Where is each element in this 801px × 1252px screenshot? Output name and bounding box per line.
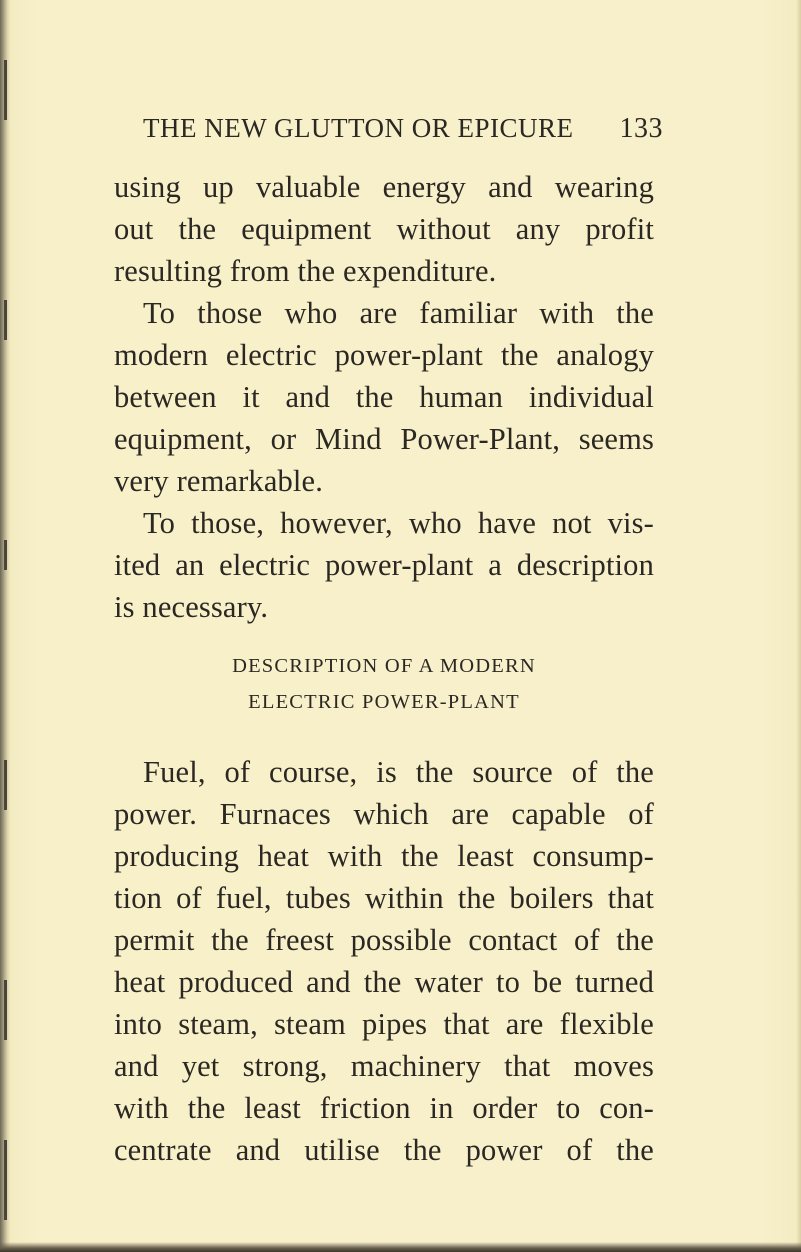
gutter-mark xyxy=(4,60,7,120)
text-line: is necessary. xyxy=(114,590,269,624)
page-number: 133 xyxy=(619,113,663,144)
page-bottom-edge xyxy=(0,1242,801,1252)
text-line: with the least friction in order to con- xyxy=(114,1091,654,1125)
text-line: To those, however, who have not vis- xyxy=(143,506,654,540)
text-line: power. Furnaces which are capable of xyxy=(114,797,654,831)
text-line: permit the freest possible contact of the xyxy=(114,923,654,957)
text-line: using up valuable energy and wearing xyxy=(114,170,654,204)
text-line: out the equipment without any profit xyxy=(114,212,654,246)
section-heading-line-1: DESCRIPTION OF A MODERN xyxy=(232,655,536,677)
text-line: equipment, or Mind Power-Plant, seems xyxy=(114,422,654,456)
text-line: producing heat with the least consump- xyxy=(114,839,654,873)
gutter-mark xyxy=(4,1140,7,1220)
gutter-mark xyxy=(4,540,7,570)
text-line: To those who are familiar with the xyxy=(143,296,654,330)
text-line: resulting from the expenditure. xyxy=(114,254,497,288)
text-line: very remarkable. xyxy=(114,464,324,498)
text-line: and yet strong, machinery that moves xyxy=(114,1049,654,1083)
text-line: into steam, steam pipes that are flexible xyxy=(114,1007,654,1041)
gutter-mark xyxy=(4,980,7,1040)
page-right-edge xyxy=(796,0,801,1252)
text-line: centrate and utilise the power of the xyxy=(114,1133,654,1167)
text-line: modern electric power-plant the analogy xyxy=(114,338,654,372)
gutter-mark xyxy=(4,300,7,340)
text-line: ited an electric power-plant a description xyxy=(114,548,654,582)
page-gutter-shadow xyxy=(0,0,10,1252)
running-head-title: THE NEW GLUTTON OR EPICURE xyxy=(143,113,574,143)
section-heading-line-2: ELECTRIC POWER-PLANT xyxy=(248,691,520,713)
text-line: heat produced and the water to be turned xyxy=(114,965,654,999)
gutter-mark xyxy=(4,760,7,810)
running-head xyxy=(143,113,663,149)
text-line: tion of fuel, tubes within the boilers that xyxy=(114,881,654,915)
text-line: Fuel, of course, is the source of the xyxy=(143,755,654,789)
text-line: between it and the human individual xyxy=(114,380,654,414)
